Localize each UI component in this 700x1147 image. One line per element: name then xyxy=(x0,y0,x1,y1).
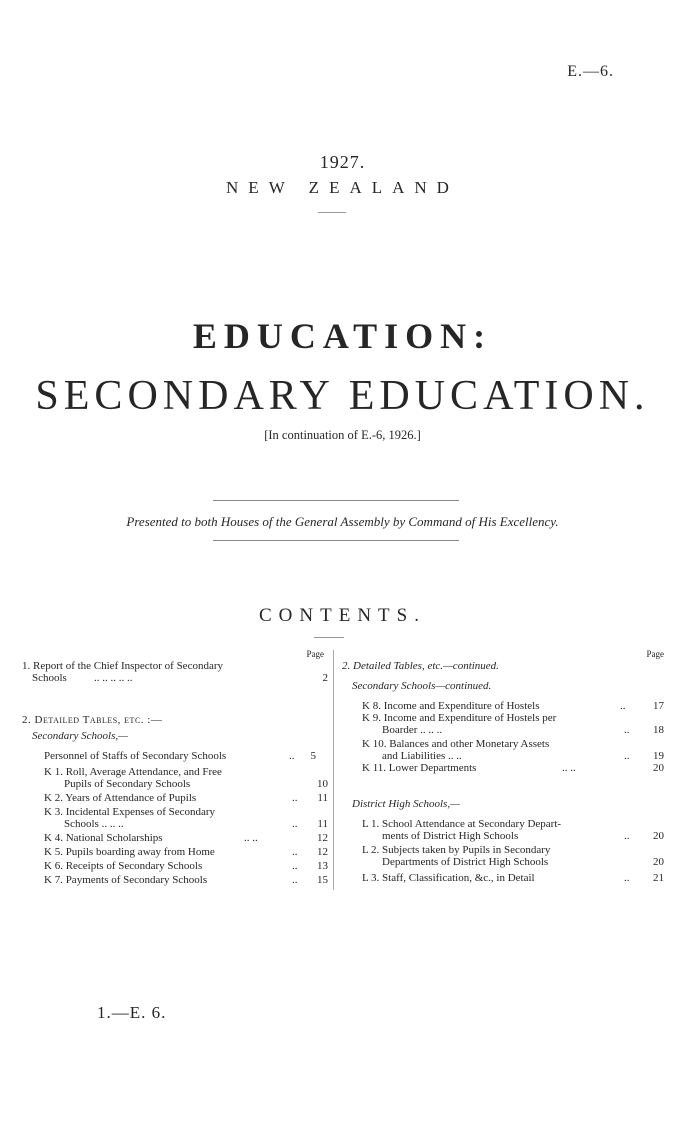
section-heading: 2. Detailed Tables, etc. :— xyxy=(22,714,163,726)
page-number: 19 xyxy=(653,750,664,762)
ornament-rule xyxy=(318,212,346,213)
leader-dots: .. xyxy=(289,750,295,762)
leader-dots: .. xyxy=(292,860,298,872)
page-number: 11 xyxy=(317,818,328,830)
item-text: L 3. Staff, Classification, &c., in Detail xyxy=(362,872,535,884)
divider-rule xyxy=(213,500,459,501)
contents-item xyxy=(22,660,328,686)
item-text: K 4. National Scholarships xyxy=(44,832,163,844)
leader-dots: .. .. .. .. .. xyxy=(94,672,133,684)
presented-line: Presented to both Houses of the General Assembly by Command of His Excellency. xyxy=(126,514,559,529)
leader-dots: .. xyxy=(292,818,298,830)
leader-dots: .. xyxy=(620,700,626,712)
section-heading xyxy=(342,660,499,672)
item-text-continued: and Liabilities .. .. xyxy=(382,750,462,762)
page-number: 10 xyxy=(317,778,328,790)
footer-reference: 1.—E. 6. xyxy=(97,1003,167,1022)
report-title: EDUCATION: xyxy=(192,316,493,356)
item-text-continued: Schools .. .. .. xyxy=(64,818,124,830)
item-text: K 1. Roll, Average Attendance, and Free xyxy=(44,766,222,778)
report-subtitle: SECONDARY EDUCATION. xyxy=(35,373,650,419)
leader-dots: .. .. xyxy=(562,762,576,774)
item-text: K 3. Incidental Expenses of Secondary xyxy=(44,806,216,818)
contents-item xyxy=(362,712,664,736)
page-number: 20 xyxy=(653,830,664,842)
item-text: K 11. Lower Departments xyxy=(362,762,477,774)
subsection-heading: Secondary Schools,— xyxy=(32,730,128,742)
item-text: K 8. Income and Expenditure of Hostels xyxy=(362,700,540,712)
contents-item xyxy=(362,700,664,712)
contents-item xyxy=(44,846,328,858)
page-column-label: Page xyxy=(306,649,324,659)
column-divider xyxy=(333,650,334,890)
subsection-heading: Secondary Schools—continued. xyxy=(352,680,492,692)
contents-item xyxy=(44,860,328,872)
leader-dots: .. xyxy=(292,874,298,886)
item-text-continued: Boarder .. .. .. xyxy=(382,724,443,736)
item-text: K 5. Pupils boarding away from Home xyxy=(44,846,215,858)
page-number: 20 xyxy=(653,856,664,868)
country-heading: NEW ZEALAND xyxy=(226,178,459,197)
item-text: L 2. Subjects taken by Pupils in Secondary xyxy=(362,844,551,856)
contents-item xyxy=(44,874,328,886)
page-number: 21 xyxy=(653,872,664,884)
item-text-continued: ments of District High Schools xyxy=(382,830,519,842)
section-heading-text: 2. Detailed Tables, etc.—continued. xyxy=(342,660,499,672)
item-text: L 1. School Attendance at Secondary Depart- xyxy=(362,818,562,830)
leader-dots: .. xyxy=(292,792,298,804)
contents-item xyxy=(362,762,664,774)
item-text: K 10. Balances and other Monetary Assets xyxy=(362,738,550,750)
item-text: Personnel of Staffs of Secondary Schools xyxy=(44,750,227,762)
leader-dots: .. xyxy=(624,830,630,842)
item-text: K 2. Years of Attendance of Pupils xyxy=(44,792,197,804)
leader-dots: .. xyxy=(624,872,630,884)
continuation-note: [In continuation of E.-6, 1926.] xyxy=(264,428,421,442)
page-number: 2 xyxy=(322,672,328,684)
divider-rule xyxy=(213,540,459,541)
item-text-continued: Schools xyxy=(32,672,67,684)
leader-dots: .. xyxy=(624,724,630,736)
contents-item xyxy=(362,872,664,884)
contents-item xyxy=(44,792,328,804)
contents-item xyxy=(44,832,328,844)
document-reference: E.—6. xyxy=(567,63,614,80)
contents-left-column xyxy=(22,648,328,968)
item-text-continued: Departments of District High Schools xyxy=(382,856,549,868)
page-number: 12 xyxy=(317,832,328,844)
page-number: 11 xyxy=(317,792,328,804)
page-number: 15 xyxy=(317,874,328,886)
page-number: 12 xyxy=(317,846,328,858)
contents-item xyxy=(44,750,328,762)
item-text: 1. Report of the Chief Inspector of Secondary xyxy=(22,660,223,672)
contents-right-column xyxy=(342,648,664,968)
item-text: K 9. Income and Expenditure of Hostels per xyxy=(362,712,557,724)
subsection-heading: District High Schools,— xyxy=(352,798,460,810)
page-number: 5 xyxy=(310,750,316,762)
page-number: 20 xyxy=(653,762,664,774)
item-text: K 7. Payments of Secondary Schools xyxy=(44,874,208,886)
contents-heading: CONTENTS. xyxy=(259,605,426,626)
item-text: K 6. Receipts of Secondary Schools xyxy=(44,860,203,872)
page-number: 13 xyxy=(317,860,328,872)
contents-item xyxy=(44,766,328,790)
contents-item xyxy=(362,738,664,762)
ornament-rule xyxy=(314,637,344,638)
leader-dots: .. .. xyxy=(244,832,258,844)
leader-dots: .. xyxy=(292,846,298,858)
contents-item xyxy=(44,806,328,830)
publication-year: 1927. xyxy=(319,152,366,172)
item-text-continued: Pupils of Secondary Schools xyxy=(64,778,191,790)
page-number: 17 xyxy=(653,700,664,712)
contents-item xyxy=(362,844,664,868)
page-column-label: Page xyxy=(646,649,664,659)
contents-item xyxy=(362,818,664,842)
leader-dots: .. xyxy=(624,750,630,762)
page-number: 18 xyxy=(653,724,664,736)
